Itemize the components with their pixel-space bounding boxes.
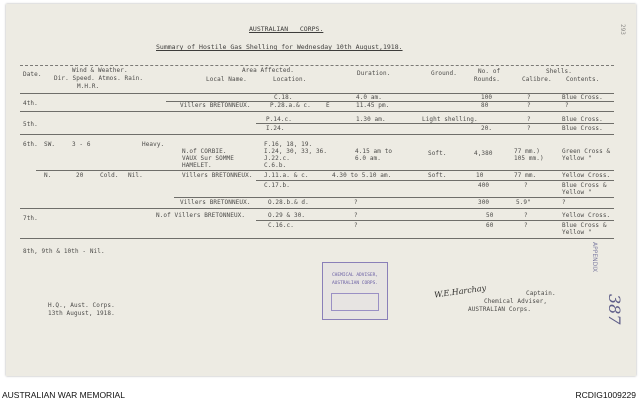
cell-contents: Blue Cross. — [562, 94, 603, 101]
cell-duration: 4.0 am. — [356, 94, 382, 101]
cell-location: O.28.b.& d. — [268, 199, 309, 206]
row-rule — [20, 238, 614, 239]
row-rule — [256, 123, 614, 124]
header-local-name: Local Name. — [206, 76, 247, 83]
cell-local-name: N.of CORBIE. — [182, 148, 227, 155]
cell-location: I.24. — [266, 125, 285, 132]
cell-local-name-2: VAUX Sur SOMME — [182, 155, 234, 162]
cell-location-3: J.22.c. — [264, 155, 290, 162]
cell-location: F.16, 18, 19. — [264, 141, 313, 148]
row-rule — [256, 180, 614, 181]
cell-duration: ? — [354, 222, 358, 229]
document-page — [6, 4, 636, 376]
header-contents: Contents. — [566, 76, 600, 83]
cell-contents: Green Cross & — [562, 148, 611, 155]
handwritten-signature: W.E.Harchay — [433, 283, 487, 300]
cell-contents: Yellow Cross. — [562, 172, 611, 179]
cell-date: 4th. — [23, 100, 38, 107]
cell-location: J.11.a. & c. — [264, 172, 309, 179]
footer-right: RCDIG1009229 — [575, 390, 636, 400]
cell-calibre: ? — [524, 212, 528, 219]
cell-location-extra: E — [326, 102, 330, 109]
cell-date: 7th. — [23, 215, 38, 222]
cell-rounds: 100 — [481, 94, 493, 101]
cell-calibre: ? — [524, 182, 528, 189]
cell-location-2: I.24, 30, 33, 36. — [264, 148, 328, 155]
origin-line-1: H.Q., Aust. Corps. — [48, 302, 115, 309]
cell-rain: Nil. — [128, 172, 143, 179]
header-location: Location. — [273, 76, 307, 83]
cell-local-name: Villers BRETONNEUX. — [180, 199, 251, 206]
row-rule — [20, 111, 614, 112]
stamp-line-2: AUSTRALIAN CORPS. — [331, 281, 379, 286]
cell-speed: 20 — [76, 172, 84, 179]
header-wind-weather: Wind & Weather. — [72, 67, 128, 74]
cell-location: O.29 & 30. — [268, 212, 306, 219]
row-rule — [20, 134, 614, 135]
origin-line-2: 13th August, 1918. — [48, 310, 115, 317]
cell-calibre-2: 105 mm.) — [514, 155, 544, 162]
cell-contents-2: Yellow " — [562, 189, 592, 196]
cell-calibre: ? — [527, 125, 531, 132]
cell-local-name: Villers BRETONNEUX. — [182, 172, 253, 179]
signature-title-1: Captain. — [526, 290, 556, 297]
cell-contents: Blue Cross. — [562, 125, 603, 132]
header-calibre: Calibre. — [522, 76, 552, 83]
cell-local-name: N.of Villers BRETONNEUX. — [156, 212, 246, 219]
cell-contents: Blue Cross & — [562, 222, 607, 229]
header-mhr: M.H.R. — [77, 83, 100, 90]
cell-date: 6th. — [23, 141, 38, 148]
cell-rounds: 400 — [478, 182, 490, 189]
cell-wind: SW. — [44, 141, 56, 148]
document-subheading: Summary of Hostile Gas Shelling for Wednesday 10th August,1918. — [156, 43, 403, 51]
cell-rounds: 60 — [486, 222, 494, 229]
row-rule — [256, 220, 614, 221]
cell-duration: 11.45 pm. — [356, 102, 390, 109]
appendix-annotation: APPENDIX — [591, 242, 598, 273]
cell-duration-2: 6.0 am. — [355, 155, 381, 162]
cell-duration: 4.30 to 5.10 am. — [332, 172, 392, 179]
cell-location: P.28.a.& c. — [270, 102, 311, 109]
cell-calibre: 5.9" — [516, 199, 531, 206]
cell-rounds: 80 — [481, 102, 489, 109]
chemical-adviser-stamp — [322, 262, 388, 320]
header-no-of: No. of — [478, 68, 501, 75]
cell-contents: ? — [565, 102, 569, 109]
stamp-line-1: CHEMICAL ADVISER, — [331, 273, 379, 278]
signature-title-3: AUSTRALIAN Corps. — [468, 306, 532, 313]
cell-calibre: ? — [527, 116, 531, 123]
row-rule — [36, 170, 614, 171]
row-rule — [174, 197, 614, 198]
footer-left: AUSTRALIAN WAR MEMORIAL — [2, 390, 125, 400]
cell-contents: Blue Cross. — [562, 116, 603, 123]
header-dir-speed: Dir. Speed. Atmos. Rain. — [54, 75, 144, 82]
cell-location: C.18. — [274, 94, 293, 101]
header-shells: Shells. — [546, 68, 572, 75]
cell-rounds: 10 — [476, 172, 484, 179]
cell-duration: ? — [354, 212, 358, 219]
cell-local-name-3: HAMELET. — [182, 162, 212, 169]
cell-contents-2: Yellow " — [562, 155, 592, 162]
cell-contents: ? — [562, 199, 566, 206]
cell-local-name: Villers BRETONNEUX. — [180, 102, 251, 109]
cell-wind: N. — [44, 172, 52, 179]
cell-date-nil: 8th, 9th & 10th - Nil. — [23, 248, 105, 255]
cell-contents: Blue Cross & — [562, 182, 607, 189]
row-rule — [20, 208, 614, 209]
cell-date: 5th. — [23, 121, 38, 128]
header-top-rule — [20, 65, 614, 66]
archive-footer — [0, 390, 640, 403]
cell-calibre: 77 mm.) — [514, 148, 540, 155]
cell-calibre: 77 mm. — [514, 172, 537, 179]
cell-rounds: 20. — [481, 125, 493, 132]
cell-location: C.16.c. — [268, 222, 294, 229]
signature-title-2: Chemical Adviser, — [484, 298, 548, 305]
cell-calibre: ? — [524, 222, 528, 229]
header-date: Date. — [23, 71, 42, 78]
cell-atmos: Cold. — [100, 172, 119, 179]
cell-rounds: 300 — [478, 199, 490, 206]
header-ground: Ground. — [431, 70, 457, 77]
cell-ground: Light shelling. — [422, 116, 478, 123]
cell-contents-2: Yellow " — [562, 229, 592, 236]
cell-calibre: ? — [527, 94, 531, 101]
cell-speed: 3 - 6 — [72, 141, 91, 148]
stamp-box — [331, 293, 379, 311]
header-area-affected: Area Affected. — [242, 67, 294, 74]
cell-location: C.17.b. — [264, 182, 290, 189]
cell-duration: 4.15 am to — [355, 148, 393, 155]
folio-number-annotation: 387 — [605, 294, 624, 325]
cell-contents: Yellow Cross. — [562, 212, 611, 219]
cell-rounds: 50 — [486, 212, 494, 219]
cell-duration: ? — [354, 199, 358, 206]
cell-location-4: C.6.b. — [264, 162, 287, 169]
cell-ground: Soft. — [428, 150, 447, 157]
cell-calibre: ? — [527, 102, 531, 109]
cell-rounds: 4,380 — [474, 150, 493, 157]
header-rounds: Rounds. — [474, 76, 500, 83]
cell-duration: 1.30 am. — [356, 116, 386, 123]
header-duration: Duration. — [357, 70, 391, 77]
cell-location: P.14.c. — [266, 116, 292, 123]
header-bottom-rule — [20, 93, 614, 94]
document-heading: AUSTRALIAN CORPS. — [249, 25, 324, 33]
cell-ground: Soft. — [428, 172, 447, 179]
cell-atmos: Heavy. — [142, 141, 165, 148]
page-number: 293 — [619, 24, 626, 35]
